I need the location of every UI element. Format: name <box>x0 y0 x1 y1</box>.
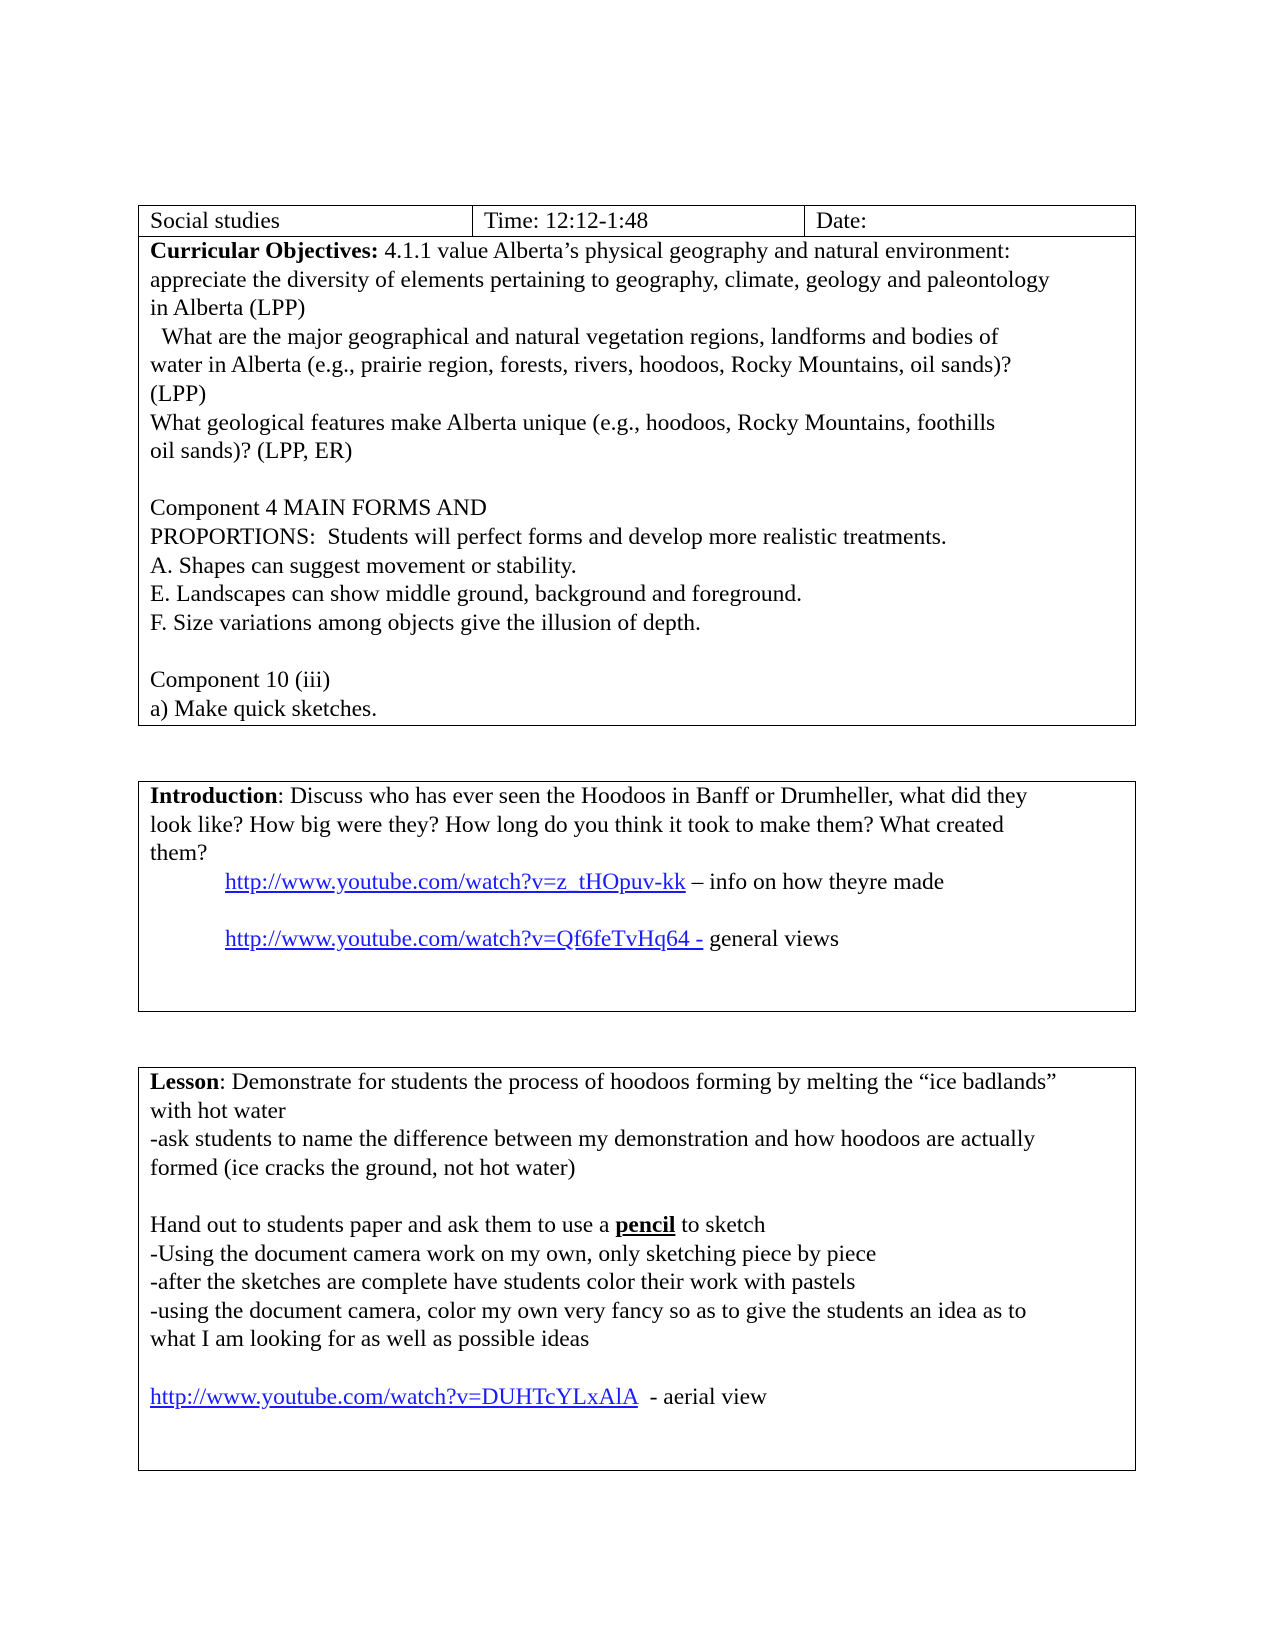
objectives-line: 4.1.1 value Alberta’s physical geography and natural environment: <box>378 238 1011 264</box>
introduction-line: : Discuss who has ever seen the Hoodoos in Banff or Drumheller, what did they <box>277 783 1028 809</box>
handout-text: Hand out to students paper and ask them to use a <box>150 1211 616 1238</box>
lesson-line: with hot water <box>150 1097 286 1124</box>
objectives-line: E. Landscapes can show middle ground, background and foreground. <box>150 581 802 608</box>
handout-text: to sketch <box>675 1211 766 1238</box>
table-header-row <box>139 206 1135 237</box>
objectives-line: (LPP) <box>150 380 207 407</box>
lesson-line: -ask students to name the difference between my demonstration and how hoodoos are actually <box>150 1126 1036 1153</box>
objectives-line: appreciate the diversity of elements pertaining to geography, climate, geology and paleontology <box>150 266 1050 293</box>
objectives-line: F. Size variations among objects give the illusion of depth. <box>150 609 701 636</box>
youtube-link-aerial-view[interactable]: http://www.youtube.com/watch?v=DUHTcYLxAlA <box>150 1383 638 1410</box>
lesson-heading: Lesson <box>150 1069 220 1095</box>
blank-line <box>150 1354 1124 1383</box>
lesson-line: -Using the document camera work on my own, only sketching piece by piece <box>150 1240 877 1267</box>
objectives-body <box>139 237 1135 723</box>
objectives-line: in Alberta (LPP) <box>150 295 306 322</box>
time-cell: Time: 12:12-1:48 <box>472 206 804 236</box>
handout-line <box>150 1211 1124 1240</box>
objectives-heading: Curricular Objectives: <box>150 238 379 264</box>
youtube-link-general-views[interactable]: http://www.youtube.com/watch?v=Qf6feTvHq64 - <box>225 925 704 952</box>
subject-cell: Social studies <box>150 208 280 234</box>
link-note: - aerial view <box>637 1383 768 1410</box>
objectives-line: a) Make quick sketches. <box>150 695 378 722</box>
lesson-box <box>138 1067 1136 1471</box>
pencil-emphasis: pencil <box>615 1211 676 1238</box>
lesson-line: what I am looking for as well as possible ideas <box>150 1326 590 1353</box>
blank-line <box>150 466 1124 495</box>
blank-line <box>150 1182 1124 1211</box>
objectives-line: What are the major geographical and natural vegetation regions, landforms and bodies of <box>150 323 999 350</box>
introduction-box <box>138 781 1136 1012</box>
blank-line <box>150 637 1124 666</box>
blank-line <box>150 896 1124 925</box>
introduction-line: look like? How big were they? How long do you think it took to make them? What created <box>150 811 1004 838</box>
objectives-line: water in Alberta (e.g., prairie region, forests, rivers, hoodoos, Rocky Mountains, oil sands)? <box>150 352 1012 379</box>
date-cell: Date: <box>804 206 1135 236</box>
objectives-line: A. Shapes can suggest movement or stability. <box>150 552 577 579</box>
youtube-link-formation[interactable]: http://www.youtube.com/watch?v=z_tHOpuv-kk <box>225 868 686 895</box>
introduction-heading: Introduction <box>150 783 278 809</box>
objectives-line: What geological features make Alberta unique (e.g., hoodoos, Rocky Mountains, foothills <box>150 409 996 436</box>
objectives-line: oil sands)? (LPP, ER) <box>150 438 353 465</box>
lesson-line: -using the document camera, color my own very fancy so as to give the students an idea as to <box>150 1297 1027 1324</box>
objectives-line: Component 10 (iii) <box>150 666 331 693</box>
link-note: general views <box>703 925 840 952</box>
objectives-line: PROPORTIONS: Students will perfect forms and develop more realistic treatments. <box>150 523 947 550</box>
lesson-line: formed (ice cracks the ground, not hot water) <box>150 1154 576 1181</box>
introduction-line: them? <box>150 840 208 867</box>
lesson-line: : Demonstrate for students the process of hoodoos forming by melting the “ice badlands” <box>219 1069 1057 1095</box>
link-note: – info on how theyre made <box>685 868 945 895</box>
objectives-table <box>138 205 1136 726</box>
lesson-line: -after the sketches are complete have students color their work with pastels <box>150 1269 856 1296</box>
objectives-line: Component 4 MAIN FORMS AND <box>150 495 487 522</box>
